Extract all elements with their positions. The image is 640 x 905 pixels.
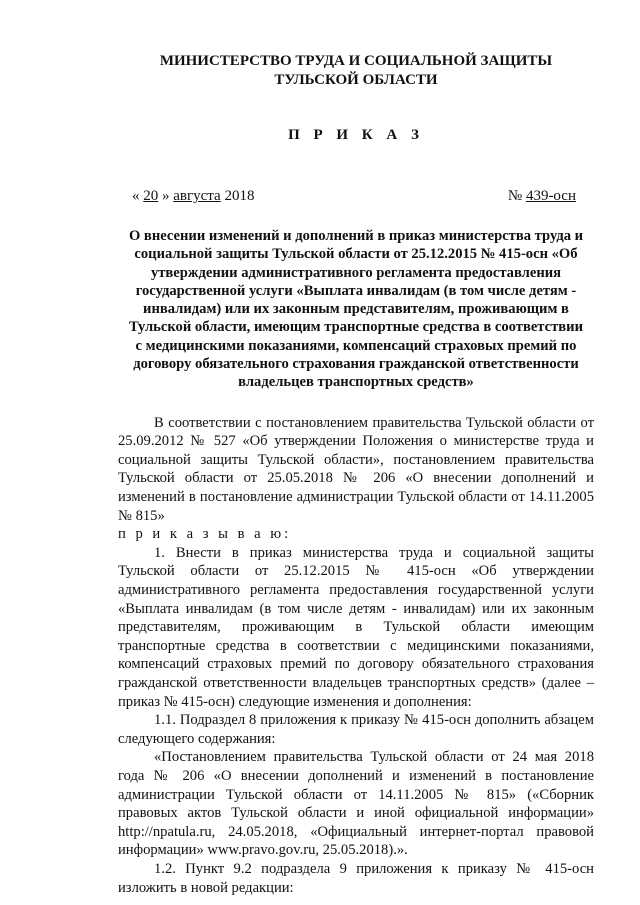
date-day: 20	[143, 188, 159, 204]
date-month: августа	[173, 188, 221, 204]
date-open-quote: «	[132, 188, 140, 204]
date-number-row	[118, 187, 594, 205]
item-1-1-paragraph: 1.1. Подраздел 8 приложения к приказу № 415-осн дополнить абзацем следующего содержания:	[118, 712, 594, 747]
prikazyvayu-line: п р и к а з ы в а ю:	[118, 526, 292, 543]
item-1-paragraph: 1. Внести в приказ министерства труда и социальной защиты Тульской области от 25.12.2015 № 415-осн «Об утверждении административного регламента предоставления государственной услуги «Выплата инвалидам (в том числе детям - инвалидам) или их законным представителям, проживающим в Тульской области имеющим транспортные средства в соответствии с медицинскими показаниями, компенсаций страховых премий по договору обязательного страхования гражданской ответственности владельцев транспортных средств» (далее – приказ № 415-осн) следующие изменения и дополнения:	[118, 544, 594, 710]
item-1-2-paragraph: 1.2. Пункт 9.2 подраздела 9 приложения к приказу № 415-осн изложить в новой редакции:	[118, 860, 594, 896]
date-close-quote: »	[162, 188, 170, 204]
order-subject: О внесении изменений и дополнений в приказ министерства труда и социальной защиты Тульской области от 25.12.2015 № 415-осн «Об утверждении административного регламента предоставления государственной услуги «Выплата инвалидам (в том числе детям - инвалидам) или их законным представителям, проживающим в Тульской области, имеющим транспортные средства в соответствии с медицинскими показаниями, компенсаций страховых премий по договору обязательного страхования гражданской ответственности владельцев транспортных средств»	[128, 228, 584, 391]
order-number	[508, 187, 576, 205]
item-1-1-quote-paragraph: «Постановлением правительства Тульской области от 24 мая 2018 года № 206 «О внесении дополнений и изменений в постановление администрации Тульской области от 14.11.2005 № 815» («Сборник правовых актов Тульской области и иной официальной информации» http://npatula.ru, 24.05.2018, «Официальный интернет-портал правовой информации» www.pravo.gov.ru, 25.05.2018).».	[118, 749, 594, 859]
ministry-name-line1: МИНИСТЕРСТВО ТРУДА И СОЦИАЛЬНОЙ ЗАЩИТЫ	[159, 53, 553, 69]
ministry-name-line2: ТУЛЬСКОЙ ОБЛАСТИ	[274, 72, 438, 88]
order-title: П Р И К А З	[288, 127, 424, 143]
order-number-value: 439-осн	[525, 188, 576, 204]
order-number-prefix: №	[507, 188, 523, 204]
order-body	[118, 414, 594, 897]
preamble-paragraph: В соответствии с постановлением правительства Тульской области от 25.09.2012 № 527 «Об утверждении Положения о министерстве труда и социальной защиты Тульской области», постановлением правительства Тульской области от 25.05.2018 № 206 «О внесении дополнений и изменений в постановление администрации Тульской области от 14.11.2005 № 815»	[118, 414, 594, 524]
ministry-name	[118, 52, 594, 90]
date-year: 2018	[224, 188, 255, 204]
order-date	[132, 187, 254, 205]
